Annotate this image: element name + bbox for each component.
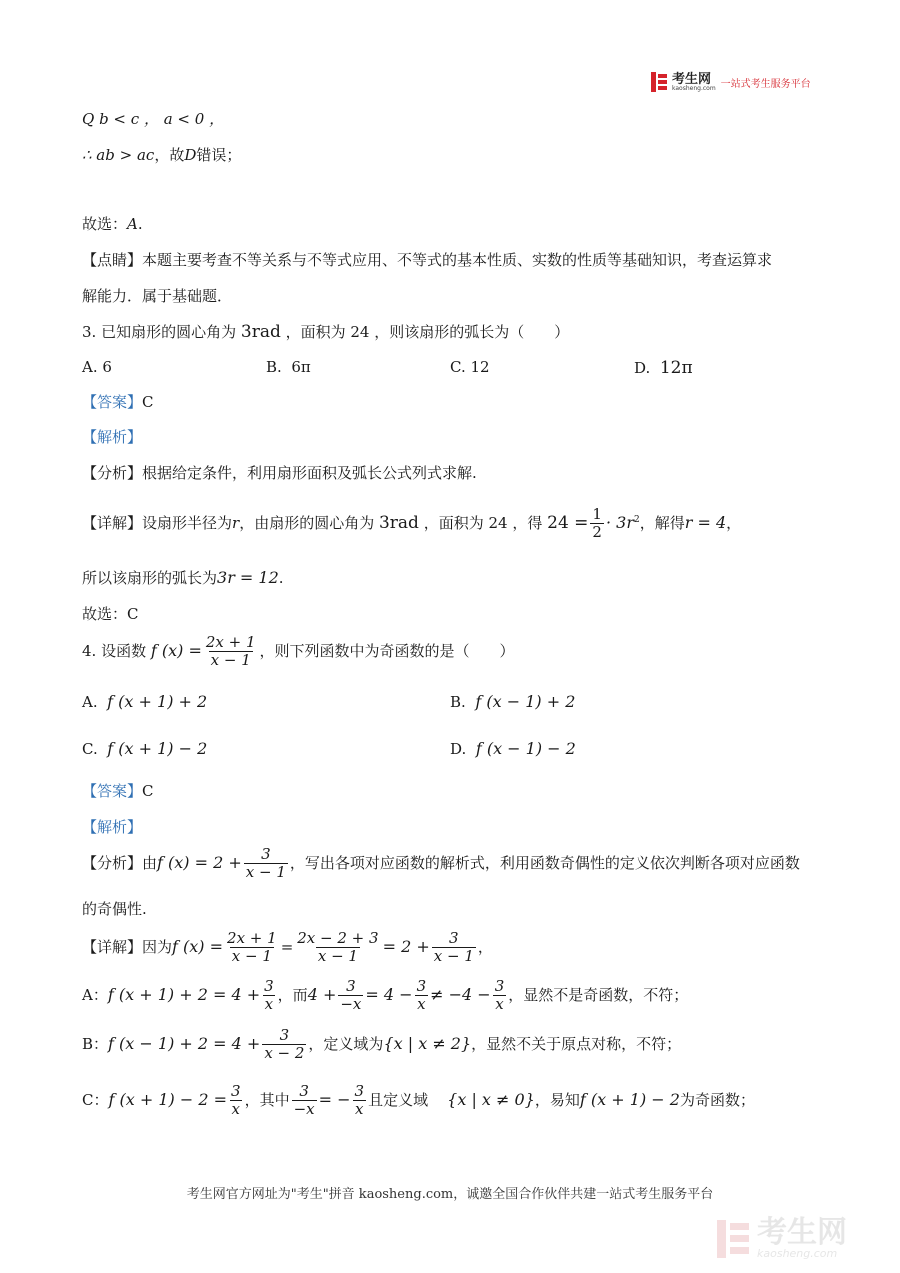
math-set: {x | x ≠ 2} (383, 1033, 472, 1053)
text-fragment: ，其中 (244, 1090, 290, 1109)
watermark-url: kaosheng.com (757, 1247, 838, 1260)
denominator: x (417, 995, 426, 1014)
fenxi-4 (82, 846, 800, 882)
q4-option-b (450, 692, 575, 711)
denominator: x − 1 (433, 947, 474, 966)
fraction (493, 978, 507, 1014)
text-fragment: 4. 设函数 (82, 641, 147, 660)
line-select-a (82, 215, 143, 233)
denominator: x (264, 995, 274, 1014)
text-fragment: 【详解】因为 (82, 937, 173, 956)
fraction (229, 1083, 243, 1119)
answer-value: C (142, 782, 154, 800)
text-fragment: ，而 (277, 985, 308, 1004)
denominator: 2 (592, 523, 602, 542)
fraction (262, 1027, 306, 1063)
text-fragment: ，面积为 24 ，则该扇形的弧长为（ ） (285, 323, 570, 341)
xiangjie-3 (82, 506, 741, 542)
text-fragment: 所以该扇形的弧长为 (82, 569, 218, 587)
math-expr: f (x + 1) − 2 = (108, 1089, 228, 1109)
option-label: C： (82, 1090, 109, 1109)
text-fragment: . (278, 569, 284, 587)
numerator: 2x + 1 (205, 633, 256, 651)
question-4 (82, 634, 515, 670)
text-fragment: ，则下列函数中为奇函数的是（ ） (259, 641, 515, 660)
option-value: f (x + 1) + 2 (107, 692, 208, 711)
fraction (262, 978, 276, 1014)
option-label: A. (82, 693, 98, 711)
fraction-half (590, 506, 604, 542)
denominator: −x (340, 995, 362, 1014)
math-expr: = − (318, 1089, 351, 1109)
page-footer: 考生网官方网址为"考生"拼音 kaosheng.com，诚邀全国合作伙伴共建一站式考生服务平台 (186, 1187, 714, 1202)
denominator: x − 1 (245, 863, 286, 882)
answer-tag: 【答案】 (82, 393, 143, 411)
numerator: 3 (231, 1082, 241, 1100)
denominator: −x (293, 1100, 315, 1119)
option-letter: A (127, 215, 138, 233)
text-fragment: 故选： (82, 215, 128, 233)
numerator: 2x + 1 (227, 929, 277, 947)
text-fragment: 且定义域 (368, 1090, 429, 1109)
logo-icon (651, 72, 669, 92)
numerator: 3 (416, 977, 427, 995)
option-label: D. (450, 740, 467, 758)
text-fragment: ，由扇形的圆心角为 (239, 513, 375, 532)
watermark-icon (717, 1220, 751, 1258)
math-r-4: r = 4 (684, 512, 727, 532)
q4-option-c (82, 739, 207, 758)
numerator: 3 (354, 1082, 365, 1100)
denominator: x (231, 1100, 241, 1119)
math-expr: = 4 − (365, 984, 413, 1004)
text-fragment: ，面积为 24 ，得 (423, 513, 543, 532)
fraction-1 (225, 930, 279, 966)
option-value: 12π (659, 358, 693, 378)
option-value: f (x − 1) − 2 (475, 739, 576, 758)
q3-option-c: C. 12 (450, 358, 490, 376)
math-3rad: 3rad (240, 322, 281, 342)
text-fragment: ，解得 (639, 513, 685, 532)
denominator: x (355, 1100, 364, 1119)
fraction-q4 (204, 634, 258, 670)
numerator: 3 (494, 977, 505, 995)
xiangjie-4 (82, 930, 493, 966)
numerator: 3 (299, 1082, 309, 1100)
math-equals: = (280, 937, 294, 956)
numerator: 3 (279, 1026, 290, 1044)
fraction (292, 1083, 317, 1119)
answer-3 (82, 393, 154, 411)
q4-option-d (450, 739, 576, 758)
numerator: 2x − 2 + 3 (297, 929, 379, 947)
option-value: 6π (291, 358, 311, 376)
option-label: D. (634, 359, 651, 377)
logo-url: kaosheng.com (672, 84, 716, 92)
analysis-tag-3: 【解析】 (82, 428, 143, 446)
denominator: x − 1 (231, 947, 272, 966)
text-fragment: . (137, 215, 143, 233)
denominator: x − 2 (264, 1044, 305, 1063)
math-f-x: f (x) = (150, 640, 202, 660)
fraction-fx4 (244, 846, 288, 882)
text-fragment: ，写出各项对应函数的解析式，利用函数奇偶性的定义依次判断各项对应函数 (289, 853, 800, 872)
question-3 (82, 322, 569, 342)
option-label: B. (450, 693, 466, 711)
math-expr: 4 + (307, 984, 337, 1004)
text-fragment: 【分析】由 (82, 853, 158, 872)
math-3r: · 3r (605, 512, 634, 532)
math-expr: f (x + 1) + 2 = 4 + (107, 984, 261, 1004)
watermark-name: 考生网 (757, 1215, 847, 1250)
option-b-analysis (82, 1027, 681, 1063)
logo-slogan: 一站式考生服务平台 (720, 78, 811, 90)
math-f-x: f (x) = (172, 936, 224, 956)
fenxi-4-cont: 的奇偶性. (82, 900, 147, 918)
math-r: r (232, 513, 240, 532)
numerator: 3 (261, 845, 271, 863)
superscript: 2 (633, 514, 640, 525)
text-fragment: 【详解】设扇形半径为 (82, 513, 233, 532)
fraction (353, 1083, 367, 1119)
header-logo (651, 72, 811, 92)
text-fragment: ，定义域为 (308, 1034, 384, 1053)
math-expr: f (x − 1) + 2 = 4 + (108, 1033, 261, 1053)
numerator: 3 (264, 977, 274, 995)
q3-option-a: A. 6 (82, 358, 112, 376)
q4-option-a (82, 692, 207, 711)
numerator: 3 (449, 929, 459, 947)
math-ab-ac: ∴ ab > ac (82, 146, 155, 164)
option-c-analysis (82, 1083, 755, 1119)
math-expr: f (x + 1) − 2 (579, 1089, 680, 1109)
line-b-less-c: Q b < c ， a < 0 ， (82, 110, 225, 128)
denominator: x (495, 995, 504, 1014)
line-ab-ac (82, 146, 241, 164)
fraction-2 (295, 930, 380, 966)
watermark-logo (717, 1215, 847, 1260)
arc-length-line (82, 568, 284, 587)
text-fragment: ，易知 (534, 1090, 580, 1109)
fraction (338, 978, 363, 1014)
option-letter: D (184, 146, 197, 164)
text-fragment: ， (477, 937, 493, 956)
math-24: 24 = (547, 512, 589, 533)
fraction-3 (432, 930, 476, 966)
math-3r-12: 3r = 12 (217, 568, 279, 587)
q3-option-b (266, 358, 311, 376)
text-fragment: ， (726, 513, 742, 532)
answer-tag: 【答案】 (82, 782, 143, 800)
option-label: A： (82, 985, 108, 1004)
math-3rad: 3rad (378, 512, 419, 533)
option-label: B. (266, 358, 282, 376)
text-fragment: 错误； (196, 146, 242, 164)
math-equals: = 2 + (382, 936, 430, 956)
line-dianjing-cont: 解能力．属于基础题． (82, 287, 233, 305)
q3-option-d (634, 358, 693, 378)
text-fragment: 为奇函数； (679, 1090, 755, 1109)
line-dianjing: 【点睛】本题主要考查不等关系与不等式应用、不等式的基本性质、实数的性质等基础知识，考查运算求 (82, 251, 773, 269)
logo-name: 考生网 (672, 71, 712, 87)
text-fragment: ，显然不关于原点对称，不符； (471, 1034, 682, 1053)
analysis-tag-4: 【解析】 (82, 818, 143, 836)
option-value: f (x − 1) + 2 (475, 692, 576, 711)
numerator: 3 (346, 977, 356, 995)
option-value: f (x + 1) − 2 (107, 739, 208, 758)
option-label: B： (82, 1034, 109, 1053)
math-set: {x | x ≠ 0} (447, 1089, 535, 1109)
answer-value: C (142, 393, 154, 411)
denominator: x − 1 (210, 651, 251, 670)
text-fragment: 3. 已知扇形的圆心角为 (82, 323, 237, 341)
text-fragment: ，显然不是奇函数，不符； (508, 985, 689, 1004)
option-a-analysis (82, 978, 688, 1014)
math-expr: ≠ −4 − (430, 984, 491, 1004)
answer-4 (82, 782, 154, 800)
math-f-x: f (x) = 2 + (157, 852, 242, 872)
select-3: 故选：C (82, 605, 139, 623)
fenxi-3: 【分析】根据给定条件，利用扇形面积及弧长公式列式求解. (82, 464, 477, 482)
option-label: C. (82, 740, 98, 758)
text-fragment: ，故 (154, 146, 185, 164)
fraction (415, 978, 429, 1014)
numerator: 1 (592, 505, 602, 523)
denominator: x − 1 (317, 947, 358, 966)
